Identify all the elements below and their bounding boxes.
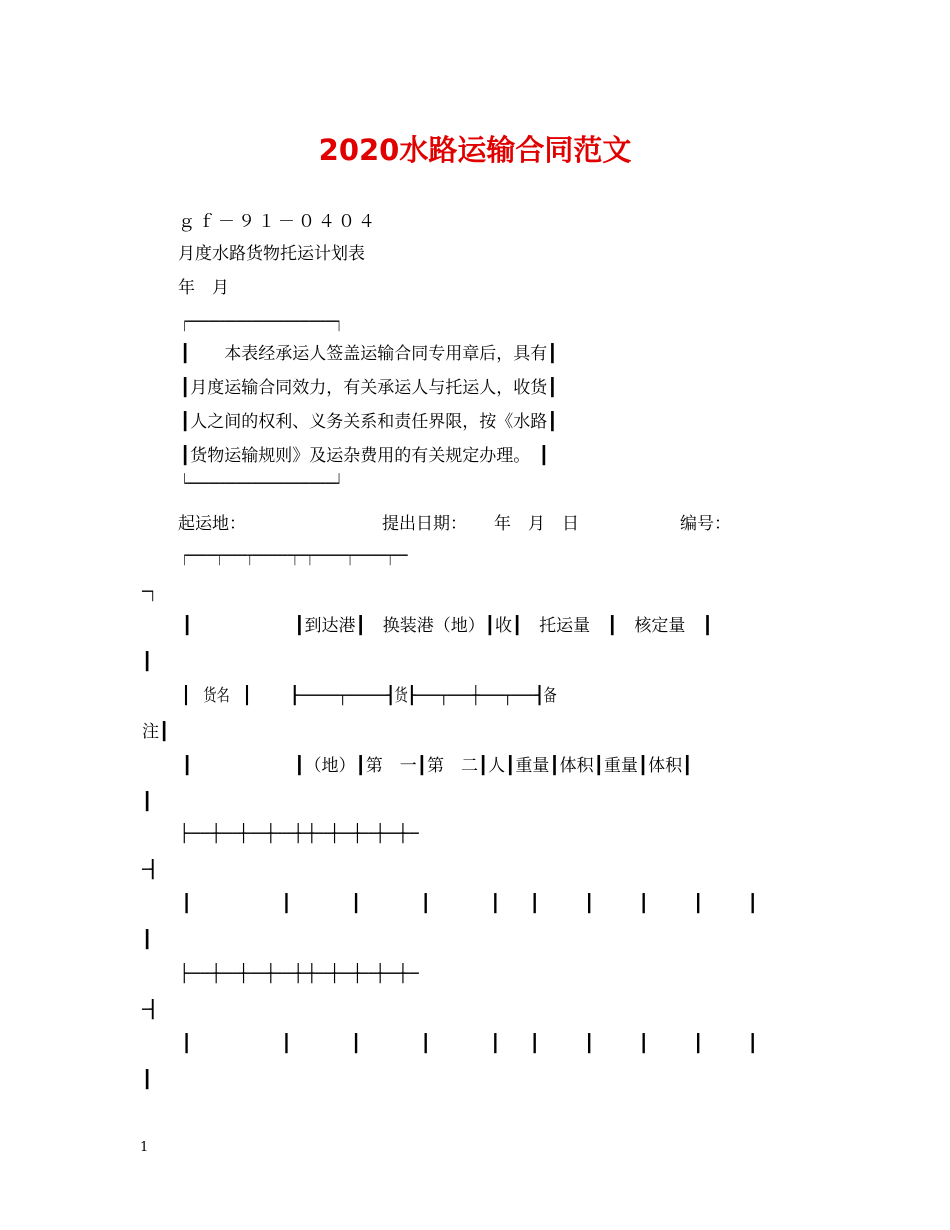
- table-border-wrap: ─┨: [142, 860, 157, 880]
- date-value: 年 月 日: [494, 514, 579, 534]
- form-code: ｇｆ－９１－０４０４: [178, 212, 378, 232]
- table-border-wrap: ─┨: [142, 1000, 157, 1020]
- table-border-line: ┠──────╂─────╂─────╂─────╂──╂────╂────╂────╂────╂───: [182, 824, 419, 844]
- notice-box-top-border: ┌────────────────────────────┐: [182, 312, 342, 332]
- notice-box-line: ┃人之间的权利、义务关系和责任界限，按《水路┃: [180, 412, 558, 432]
- table-border-line: ┠──────╂─────╂─────╂─────╂──╂────╂────╂────╂────╂───: [182, 964, 419, 984]
- table-row-wrap: ┃: [142, 792, 153, 812]
- notice-box-line: ┃ 本表经承运人签盖运输合同专用章后，具有┃: [180, 344, 558, 364]
- table-header-row: ┃ ┃（地）┃第 一┃第 二┃人┃重量┃体积┃重量┃体积┃: [182, 756, 693, 776]
- notice-box-line: ┃月度运输合同效力，有关承运人与托运人，收货┃: [180, 378, 558, 398]
- notice-box-bottom-border: └────────────────────────────┘: [182, 474, 342, 494]
- notice-box-line: ┃货物运输规则》及运杂费用的有关规定办理。 ┃: [180, 446, 549, 466]
- form-title: 月度水路货物托运计划表: [178, 244, 365, 264]
- table-row-wrap: ┃: [142, 930, 153, 950]
- year-month-line: 年 月: [178, 278, 229, 298]
- table-border-wrap: ─┐: [142, 582, 157, 602]
- table-row-wrap: 注┃: [142, 722, 170, 742]
- table-header-row: ┃ ┃到达港┃ 换装港（地）┃收┃ 托运量 ┃ 核定量 ┃: [182, 616, 713, 636]
- table-row-wrap: ┃: [142, 1070, 153, 1090]
- origin-label: 起运地：: [178, 514, 246, 534]
- document-title: 2020水路运输合同范文: [318, 133, 632, 167]
- page-number: 1: [140, 1140, 149, 1155]
- table-row-wrap: ┃: [142, 652, 153, 672]
- number-label: 编号：: [680, 514, 731, 534]
- table-row: ┃ ┃ ┃ ┃ ┃ ┃ ┃ ┃ ┃ ┃: [182, 894, 758, 914]
- table-header-row: ┃ 货名 ┃ ┠─────┬─────┨货┠───┬───┼───┬───┨备: [182, 686, 557, 706]
- table-border-line: ┌──────┬─────┬────────┬──┬───────┬───────┬───: [182, 546, 408, 566]
- table-row: ┃ ┃ ┃ ┃ ┃ ┃ ┃ ┃ ┃ ┃: [182, 1034, 758, 1054]
- date-label: 提出日期：: [382, 514, 467, 534]
